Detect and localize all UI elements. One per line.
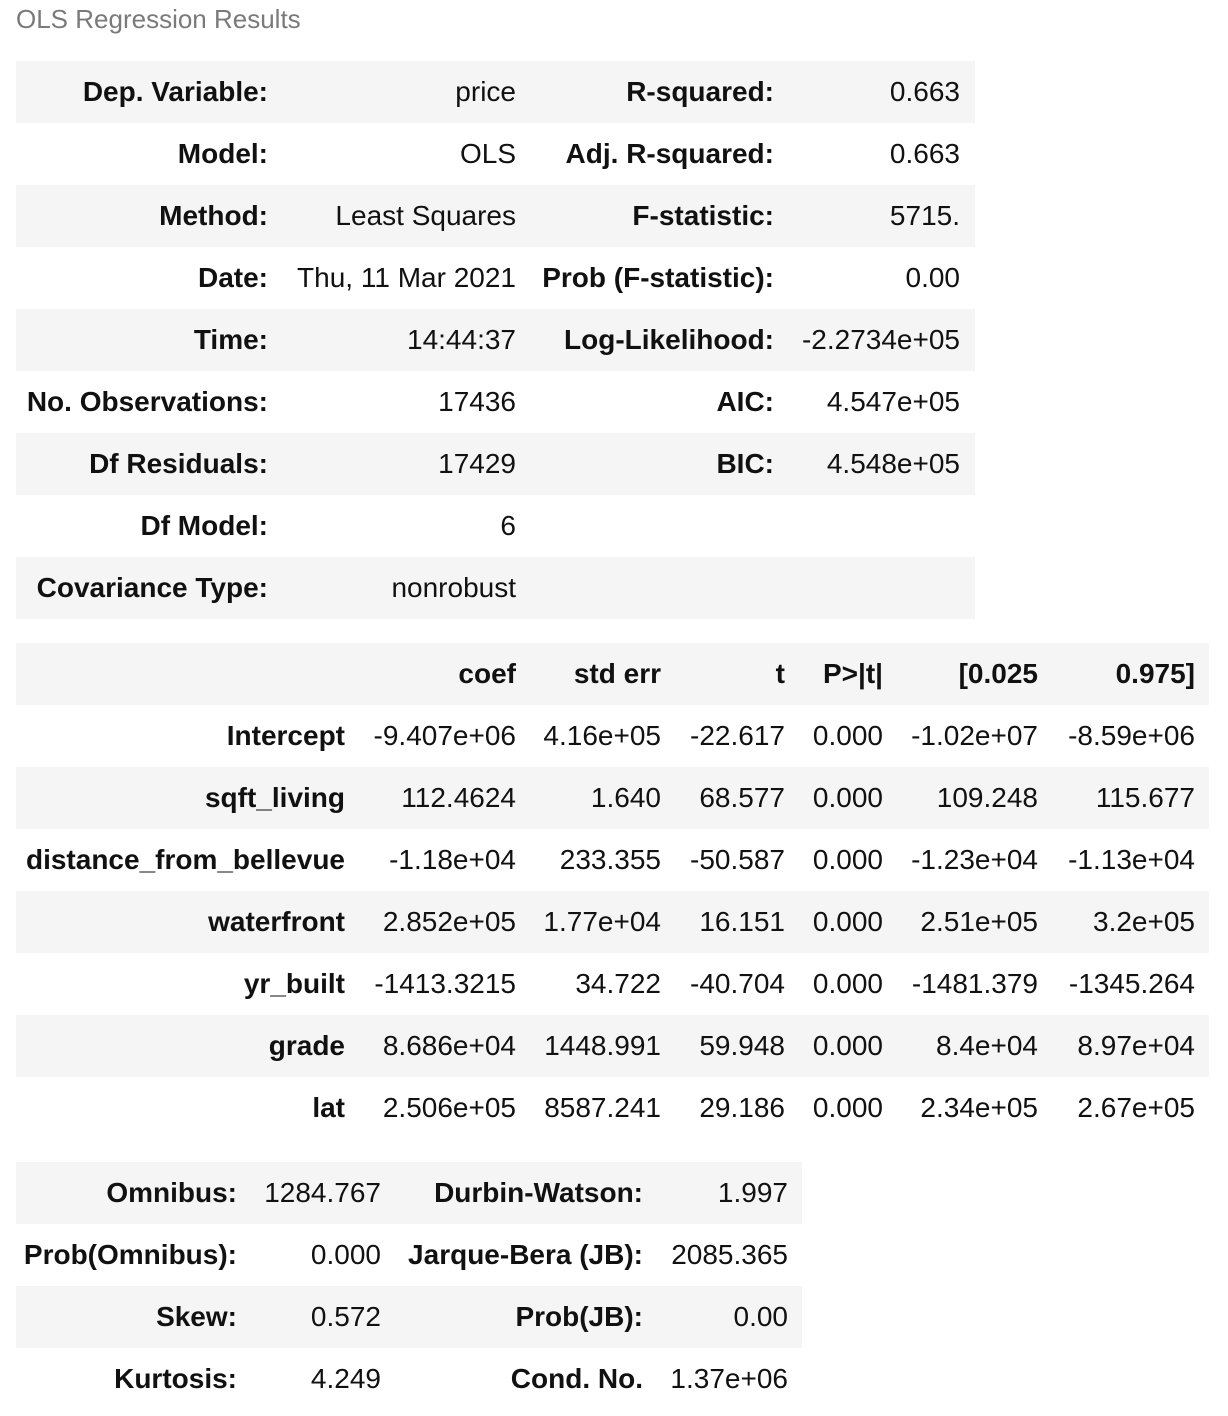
coef-t: 16.151 <box>699 906 785 937</box>
coef-ci-upper: 3.2e+05 <box>1093 906 1195 937</box>
coef-variable: distance_from_bellevue <box>25 844 345 875</box>
coef-ci-lower: 8.4e+04 <box>936 1030 1038 1061</box>
coef-p-value: 0.000 <box>812 1092 883 1123</box>
summary-value: -2.2734e+05 <box>801 324 960 355</box>
coef-header-blank <box>16 643 345 705</box>
summary-key: Method: <box>159 200 268 231</box>
coef-row <box>16 1077 1209 1139</box>
coef-t: 68.577 <box>699 782 785 813</box>
diag-value: 0.572 <box>310 1301 381 1332</box>
diag-value: 2085.365 <box>671 1239 788 1270</box>
summary-value: 0.663 <box>889 138 960 169</box>
coef-variable: yr_built <box>243 968 345 999</box>
coef-t: -22.617 <box>690 720 785 751</box>
summary-value: Least Squares <box>335 200 516 231</box>
coef-p-value: 0.000 <box>812 906 883 937</box>
summary-key: Time: <box>193 324 268 355</box>
diag-value: 1.997 <box>717 1177 788 1208</box>
coef-header-p-value: P>|t| <box>822 658 883 689</box>
coef-variable: waterfront <box>208 906 345 937</box>
diag-key: Prob(JB): <box>515 1301 643 1332</box>
summary-value: OLS <box>459 138 516 169</box>
coef-value: 2.506e+05 <box>382 1092 516 1123</box>
coef-t: 59.948 <box>699 1030 785 1061</box>
coef-variable: lat <box>312 1092 345 1123</box>
coef-ci-lower: -1.23e+04 <box>911 844 1038 875</box>
coef-p-value: 0.000 <box>812 1030 883 1061</box>
coef-ci-upper: 2.67e+05 <box>1077 1092 1195 1123</box>
summary-key: No. Observations: <box>26 386 268 417</box>
coef-row <box>16 767 1209 829</box>
coef-t: -50.587 <box>690 844 785 875</box>
summary-row <box>16 309 975 371</box>
diag-key: Cond. No. <box>510 1363 643 1394</box>
coef-std-err: 4.16e+05 <box>543 720 661 751</box>
diag-key: Kurtosis: <box>114 1363 237 1394</box>
summary-value: 5715. <box>889 200 960 231</box>
coef-header-ci-lower: [0.025 <box>958 658 1038 689</box>
summary-key: Df Model: <box>140 510 268 541</box>
diag-value: 0.00 <box>733 1301 788 1332</box>
diag-key: Prob(Omnibus): <box>23 1239 237 1270</box>
summary-value: 6 <box>500 510 516 541</box>
diag-row <box>16 1224 802 1286</box>
summary-key: Covariance Type: <box>36 572 268 603</box>
summary-key: R-squared: <box>626 76 774 107</box>
diag-row <box>16 1162 802 1224</box>
diag-value: 4.249 <box>310 1363 381 1394</box>
coef-value: 8.686e+04 <box>382 1030 516 1061</box>
coef-std-err: 1.640 <box>590 782 661 813</box>
coef-std-err: 8587.241 <box>544 1092 661 1123</box>
coef-row <box>16 1015 1209 1077</box>
coef-header-t: t <box>775 658 785 689</box>
summary-value: 0.00 <box>905 262 960 293</box>
diag-key: Skew: <box>156 1301 237 1332</box>
summary-row <box>16 185 975 247</box>
coef-ci-upper: 115.677 <box>1095 782 1195 813</box>
coef-t: 29.186 <box>699 1092 785 1123</box>
summary-row <box>16 247 975 309</box>
coef-std-err: 1448.991 <box>544 1030 661 1061</box>
summary-key: Model: <box>177 138 268 169</box>
diag-key: Omnibus: <box>106 1177 237 1208</box>
summary-row <box>16 433 975 495</box>
summary-key: F-statistic: <box>632 200 774 231</box>
coef-ci-lower: 2.34e+05 <box>920 1092 1038 1123</box>
coefficients-table <box>16 643 1209 1139</box>
coef-std-err: 1.77e+04 <box>543 906 661 937</box>
summary-value: 0.663 <box>889 76 960 107</box>
coef-value: 112.4624 <box>401 782 516 813</box>
summary-value: 4.548e+05 <box>826 448 960 479</box>
coef-row <box>16 891 1209 953</box>
coef-p-value: 0.000 <box>812 844 883 875</box>
summary-key <box>516 557 774 619</box>
summary-value: nonrobust <box>391 572 516 603</box>
coef-value: -1.18e+04 <box>389 844 516 875</box>
coef-ci-upper: -1345.264 <box>1068 968 1195 999</box>
summary-value: price <box>455 76 516 107</box>
coef-ci-lower: 2.51e+05 <box>920 906 1038 937</box>
diag-key: Jarque-Bera (JB): <box>408 1239 643 1270</box>
coef-header-row <box>16 643 1209 705</box>
summary-key: Df Residuals: <box>89 448 268 479</box>
coef-header-ci-upper: 0.975] <box>1115 658 1195 689</box>
diagnostics-table <box>16 1162 802 1410</box>
summary-value: 17429 <box>438 448 516 479</box>
coef-p-value: 0.000 <box>812 968 883 999</box>
coef-row <box>16 953 1209 1015</box>
summary-key: Prob (F-statistic): <box>542 262 774 293</box>
coef-p-value: 0.000 <box>812 782 883 813</box>
summary-value <box>774 495 975 557</box>
coef-ci-upper: -8.59e+06 <box>1068 720 1195 751</box>
summary-key <box>516 495 774 557</box>
coef-row <box>16 705 1209 767</box>
summary-key: BIC: <box>716 448 774 479</box>
summary-row <box>16 371 975 433</box>
coef-ci-upper: 8.97e+04 <box>1077 1030 1195 1061</box>
coef-header-coef: coef <box>458 658 516 689</box>
coef-value: -9.407e+06 <box>373 720 516 751</box>
coef-t: -40.704 <box>690 968 785 999</box>
diag-row <box>16 1286 802 1348</box>
summary-key: Adj. R-squared: <box>565 138 774 169</box>
summary-value: 14:44:37 <box>407 324 516 355</box>
summary-value <box>774 557 975 619</box>
coef-ci-lower: -1.02e+07 <box>911 720 1038 751</box>
coef-variable: grade <box>268 1030 345 1061</box>
summary-value: 4.547e+05 <box>826 386 960 417</box>
coef-row <box>16 829 1209 891</box>
summary-key: AIC: <box>716 386 774 417</box>
diag-key: Durbin-Watson: <box>434 1177 643 1208</box>
coef-value: -1413.3215 <box>374 968 516 999</box>
summary-row <box>16 123 975 185</box>
summary-row <box>16 61 975 123</box>
coef-variable: sqft_living <box>204 782 345 813</box>
diag-row <box>16 1348 802 1410</box>
diag-value: 1.37e+06 <box>670 1363 788 1394</box>
coef-value: 2.852e+05 <box>382 906 516 937</box>
coef-variable: Intercept <box>226 720 345 751</box>
summary-key: Dep. Variable: <box>82 76 268 107</box>
diag-value: 1284.767 <box>264 1177 381 1208</box>
summary-value: Thu, 11 Mar 2021 <box>297 262 516 293</box>
coef-ci-upper: -1.13e+04 <box>1068 844 1195 875</box>
coef-header-std-err: std err <box>573 658 661 689</box>
coef-std-err: 233.355 <box>559 844 661 875</box>
model-summary-table <box>16 61 975 619</box>
table-caption: OLS Regression Results <box>16 4 301 34</box>
coef-p-value: 0.000 <box>812 720 883 751</box>
diag-value: 0.000 <box>310 1239 381 1270</box>
coef-ci-lower: -1481.379 <box>911 968 1038 999</box>
coef-std-err: 34.722 <box>575 968 661 999</box>
summary-row <box>16 495 975 557</box>
coef-ci-lower: 109.248 <box>936 782 1038 813</box>
summary-value: 17436 <box>438 386 516 417</box>
summary-row <box>16 557 975 619</box>
summary-key: Log-Likelihood: <box>564 324 774 355</box>
summary-key: Date: <box>197 262 268 293</box>
